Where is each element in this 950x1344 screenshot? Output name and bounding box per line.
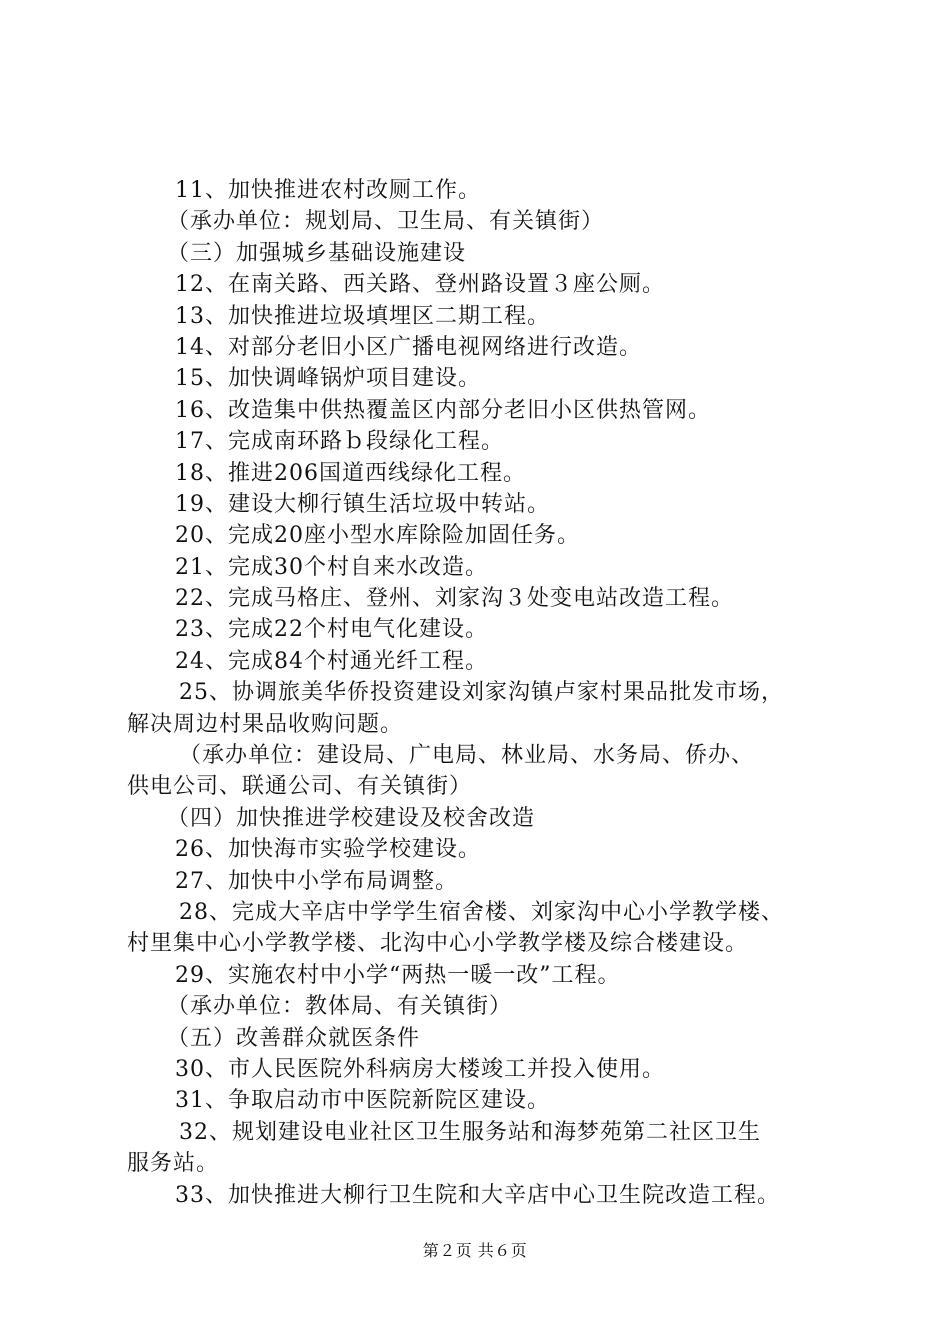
list-item-16: 16、改造集中供热覆盖区内部分老旧小区供热管网。 xyxy=(175,397,711,423)
list-item-33: 33、加快推进大柳行卫生院和大辛店中心卫生院改造工程。 xyxy=(175,1182,780,1208)
list-item-31: 31、争取启动市中医院新院区建设。 xyxy=(175,1088,550,1114)
list-item-13: 13、加快推进垃圾填埋区二期工程。 xyxy=(175,303,550,329)
list-item-15: 15、加快调峰锅炉项目建设。 xyxy=(175,366,481,392)
list-item-28: 28、完成大辛店中学学生宿舍楼、刘家沟中心小学教学楼、 xyxy=(179,899,784,925)
list-item-29: 29、实施农村中小学“两热一暖一改”工程。 xyxy=(175,962,621,988)
list-item-12: 12、在南关路、西关路、登州路设置３座公厕。 xyxy=(175,272,665,298)
list-item-32-continued: 服务站。 xyxy=(127,1151,220,1177)
responsible-units-line: （承办单位：教体局、有关镇街） xyxy=(167,994,513,1020)
list-item-25: 25、协调旅美华侨投资建设刘家沟镇卢家村果品批发市场， xyxy=(179,680,784,706)
responsible-units-line: （承办单位：规划局、卫生局、有关镇街） xyxy=(167,209,605,235)
responsible-units-line: （承办单位：建设局、广电局、林业局、水务局、侨办、 xyxy=(179,743,755,769)
page-number-footer: 第２页 共６页 xyxy=(422,1241,528,1260)
document-body xyxy=(127,175,857,1211)
list-item-27: 27、加快中小学布局调整。 xyxy=(175,868,458,894)
list-item-11: 11、加快推进农村改厕工作。 xyxy=(175,178,481,203)
list-item-24: 24、完成84个村通光纤工程。 xyxy=(175,648,488,674)
list-item-30: 30、市人民医院外科病房大楼竣工并投入使用。 xyxy=(175,1056,665,1082)
section-heading-4: （四）加快推进学校建设及校舍改造 xyxy=(167,805,536,831)
list-item-22: 22、完成马格庄、登州、刘家沟３处变电站改造工程。 xyxy=(175,586,734,612)
list-item-14: 14、对部分老旧小区广播电视网络进行改造。 xyxy=(175,334,642,360)
list-item-20: 20、完成20座小型水库除险加固任务。 xyxy=(175,523,580,549)
section-heading-3: （三）加强城乡基础设施建设 xyxy=(167,240,467,266)
list-item-21: 21、完成30个村自来水改造。 xyxy=(175,554,488,580)
section-heading-5: （五）改善群众就医条件 xyxy=(167,1025,421,1051)
responsible-units-line-continued: 供电公司、联通公司、有关镇街） xyxy=(127,774,473,800)
list-item-17: 17、完成南环路ｂ段绿化工程。 xyxy=(175,429,504,455)
list-item-18: 18、推进206国道西线绿化工程。 xyxy=(175,460,526,486)
list-item-19: 19、建设大柳行镇生活垃圾中转站。 xyxy=(175,491,550,517)
list-item-28-continued: 村里集中心小学教学楼、北沟中心小学教学楼及综合楼建设。 xyxy=(127,931,749,957)
list-item-26: 26、加快海市实验学校建设。 xyxy=(175,837,481,863)
list-item-25-continued: 解决周边村果品收购问题。 xyxy=(127,711,404,737)
list-item-32: 32、规划建设电业社区卫生服务站和海梦苑第二社区卫生 xyxy=(179,1119,761,1145)
list-item-23: 23、完成22个村电气化建设。 xyxy=(175,617,488,643)
